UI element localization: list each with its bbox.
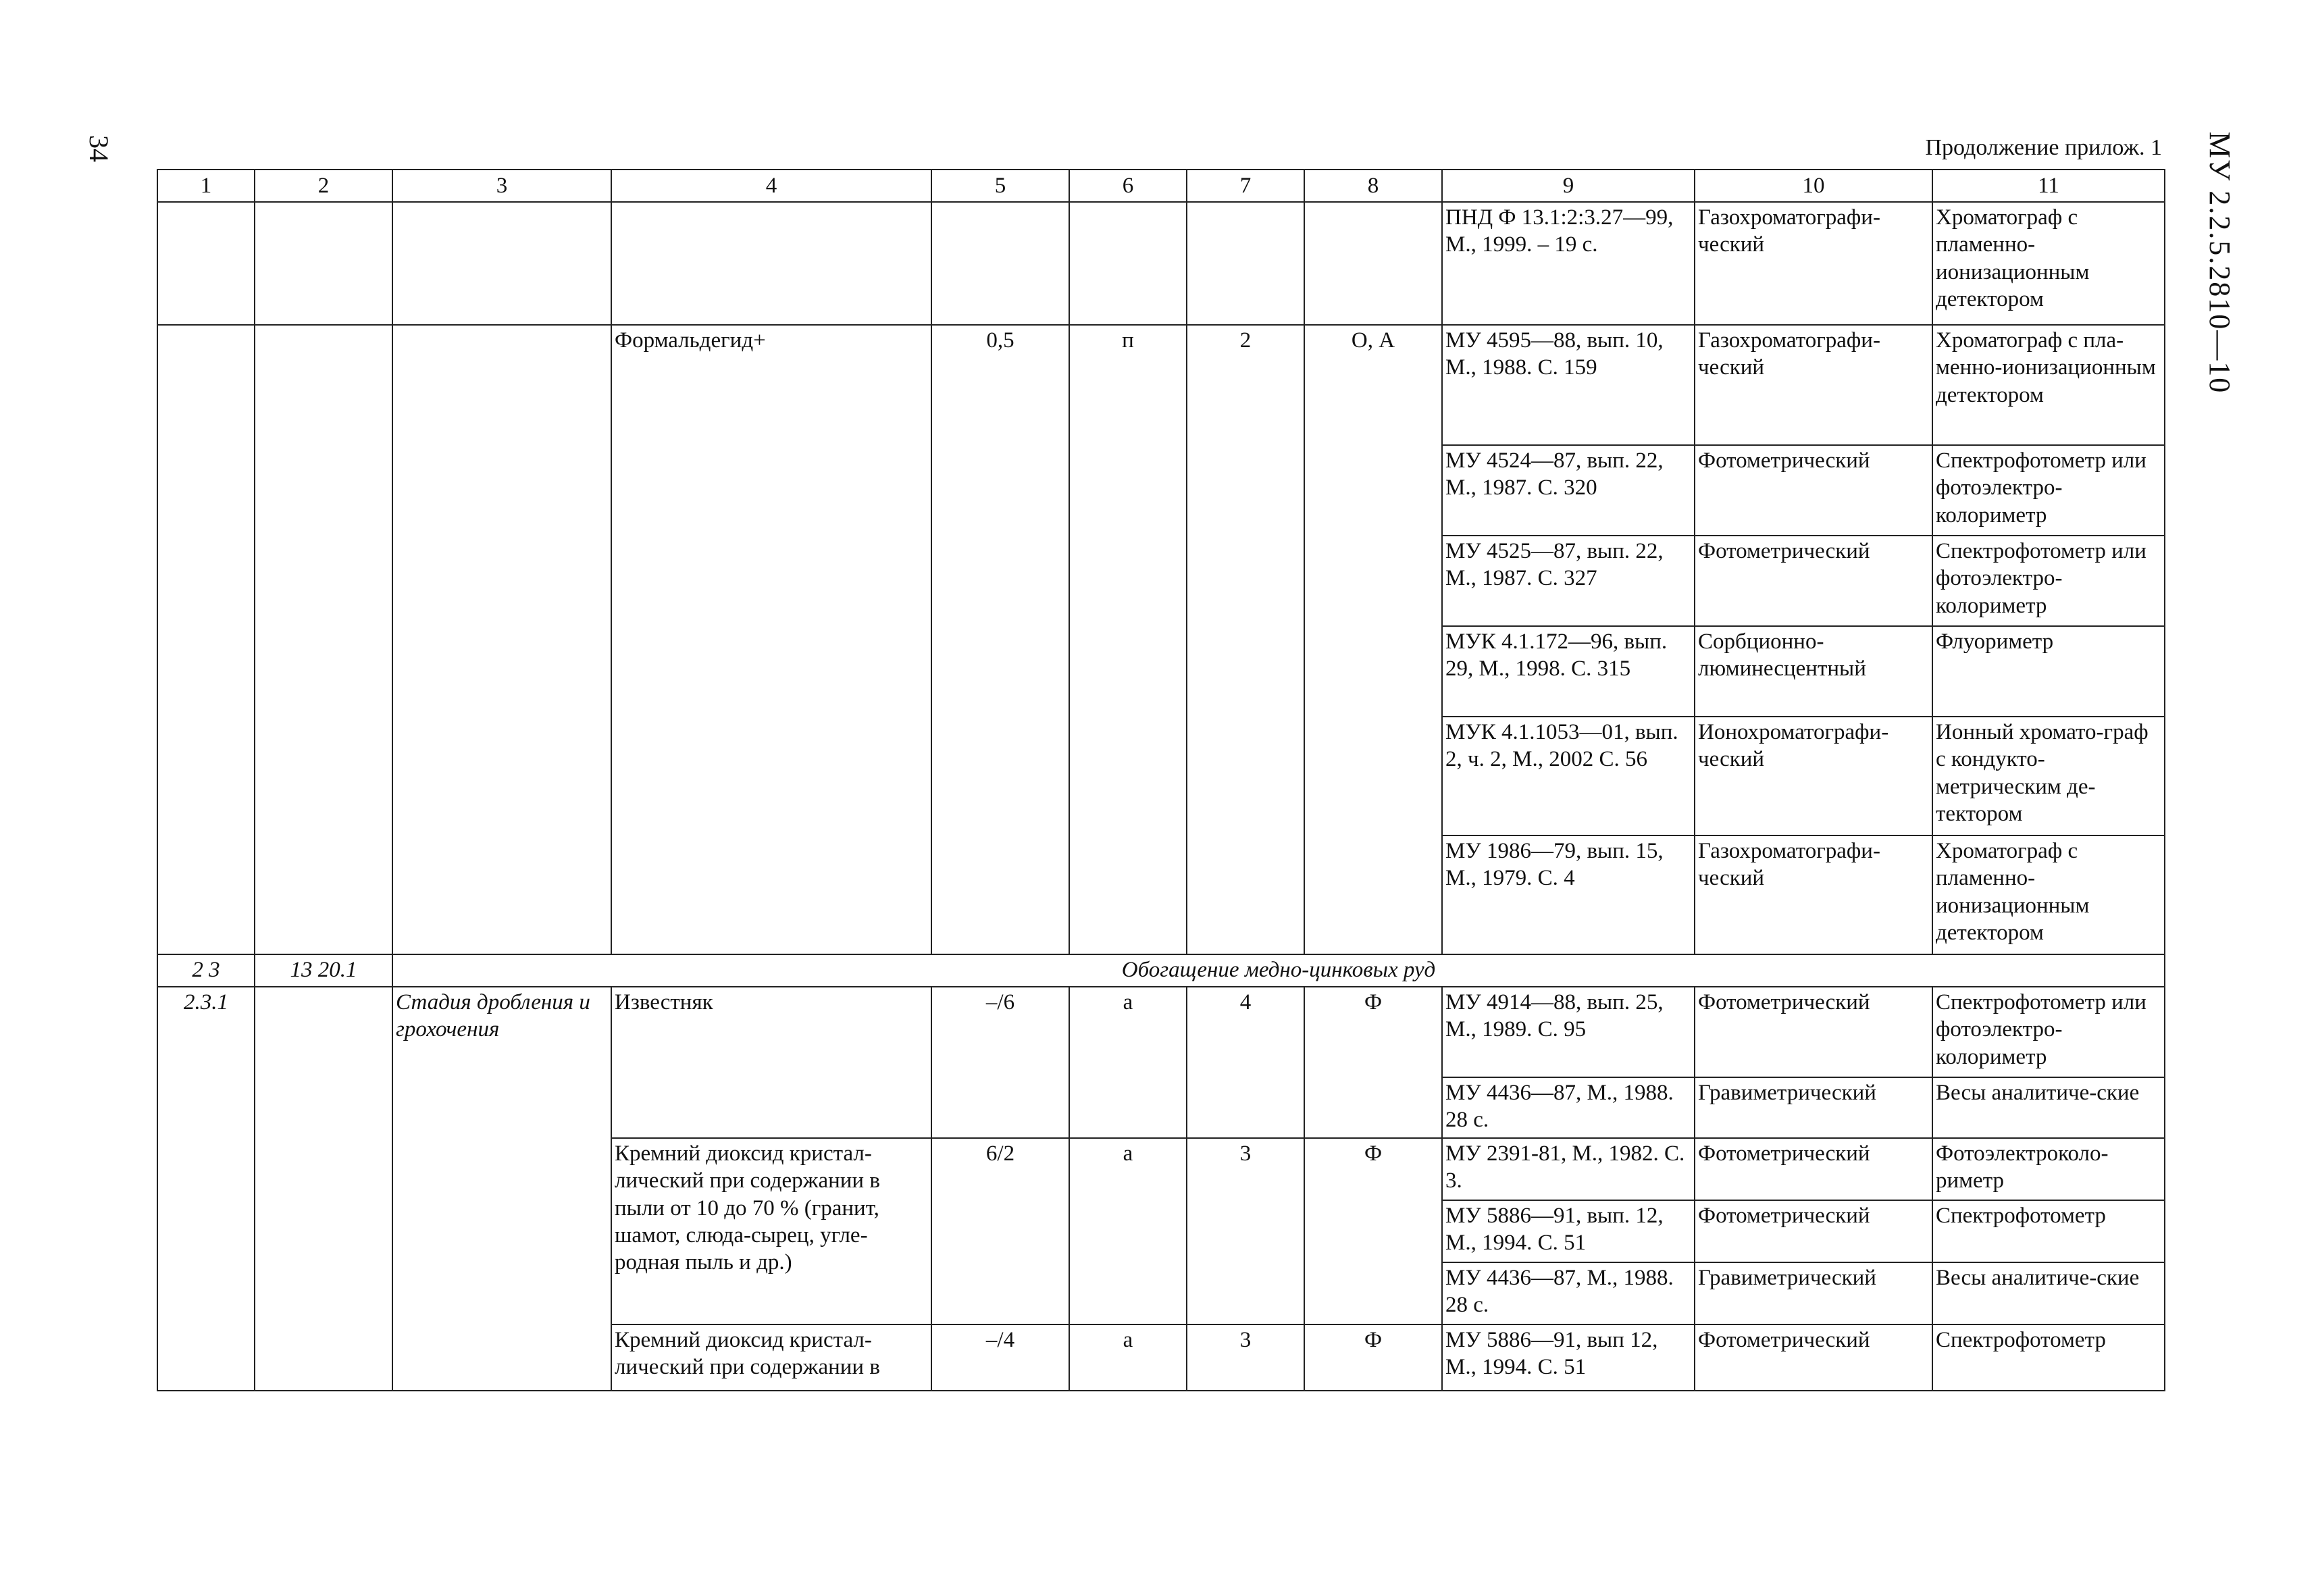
column-header: 4: [611, 170, 931, 202]
column-header: 6: [1069, 170, 1187, 202]
pdk-cell: 0,5: [931, 325, 1069, 954]
method-doc-cell: МУК 4.1.172—96, вып. 29, М., 1998. С. 315: [1442, 626, 1695, 717]
column-header: 3: [392, 170, 611, 202]
substance-cell: Известняк: [611, 987, 931, 1138]
method-cell: Фотометрический: [1695, 1200, 1932, 1262]
column-header: 11: [1932, 170, 2165, 202]
method-doc-cell: МУ 4524—87, вып. 22, М., 1987. С. 320: [1442, 445, 1695, 536]
column-header: 5: [931, 170, 1069, 202]
substance-cell: Кремний диоксид кристал-лический при содержании в пыли от 10 до 70 % (гранит, шамот, слюда-сырец, угле-родная пыль и др.): [611, 1138, 931, 1324]
method-doc-cell: МУ 4436—87, М., 1988. 28 с.: [1442, 1262, 1695, 1324]
feature-cell: Ф: [1304, 1138, 1442, 1324]
state-cell: п: [1069, 325, 1187, 954]
column-header: 10: [1695, 170, 1932, 202]
device-cell: Фотоэлектроколо-риметр: [1932, 1138, 2165, 1200]
substance-cell: Кремний диоксид кристал-лический при содержании в: [611, 1324, 931, 1391]
hazard-class-cell: 4: [1187, 987, 1304, 1138]
method-doc-cell: МУК 4.1.1053—01, вып. 2, ч. 2, М., 2002 С. 56: [1442, 717, 1695, 835]
state-cell: а: [1069, 1138, 1187, 1324]
method-doc-cell: МУ 2391-81, М., 1982. С. 3.: [1442, 1138, 1695, 1200]
state-cell: а: [1069, 987, 1187, 1138]
device-cell: Спектрофотометр или фотоэлектро-колориметр: [1932, 445, 2165, 536]
device-cell: Хроматограф с пламенно-ионизационным детектором: [1932, 202, 2165, 325]
method-cell: Фотометрический: [1695, 445, 1932, 536]
subsection-number: 2.3.1: [157, 987, 255, 1391]
device-cell: Спектрофотометр или фотоэлектро-колориметр: [1932, 536, 2165, 626]
method-cell: Фотометрический: [1695, 987, 1932, 1077]
pdk-cell: 6/2: [931, 1138, 1069, 1324]
feature-cell: Ф: [1304, 1324, 1442, 1391]
table-row: [157, 325, 2165, 445]
device-cell: Спектрофотометр или фотоэлектро-колориметр: [1932, 987, 2165, 1077]
method-cell: Газохроматографи-ческий: [1695, 202, 1932, 325]
method-cell: Гравиметрический: [1695, 1077, 1932, 1138]
hazard-class-cell: 3: [1187, 1138, 1304, 1324]
specification-table: [157, 169, 2165, 1391]
pdk-cell: –/6: [931, 987, 1069, 1138]
continuation-note: Продолжение прилож. 1: [1925, 135, 2162, 160]
document-code: МУ 2.2.5.2810—10: [2203, 132, 2236, 394]
device-cell: Хроматограф с пламенно-ионизационным детектором: [1932, 835, 2165, 954]
section-number: 2 3: [157, 954, 255, 987]
table-row: [157, 202, 2165, 325]
method-cell: Гравиметрический: [1695, 1262, 1932, 1324]
column-header: 7: [1187, 170, 1304, 202]
method-cell: Газохроматографи-ческий: [1695, 835, 1932, 954]
method-cell: Ионохроматографи-ческий: [1695, 717, 1932, 835]
device-cell: Флуориметр: [1932, 626, 2165, 717]
method-doc-cell: МУ 5886—91, вып. 12, М., 1994. С. 51: [1442, 1200, 1695, 1262]
feature-cell: Ф: [1304, 987, 1442, 1138]
method-doc-cell: МУ 4436—87, М., 1988. 28 с.: [1442, 1077, 1695, 1138]
substance-cell: Формальдегид+: [611, 325, 931, 954]
column-header: 9: [1442, 170, 1695, 202]
column-header: 2: [255, 170, 392, 202]
column-header: 8: [1304, 170, 1442, 202]
pdk-cell: –/4: [931, 1324, 1069, 1391]
method-doc-cell: МУ 1986—79, вып. 15, М., 1979. С. 4: [1442, 835, 1695, 954]
state-cell: а: [1069, 1324, 1187, 1391]
section-code: 13 20.1: [255, 954, 392, 987]
hazard-class-cell: 3: [1187, 1324, 1304, 1391]
hazard-class-cell: 2: [1187, 325, 1304, 954]
device-cell: Весы аналитиче-ские: [1932, 1262, 2165, 1324]
device-cell: Весы аналитиче-ские: [1932, 1077, 2165, 1138]
column-header: 1: [157, 170, 255, 202]
table-row: [157, 987, 2165, 1077]
method-doc-cell: МУ 5886—91, вып 12, М., 1994. С. 51: [1442, 1324, 1695, 1391]
method-cell: Сорбционно-люминесцентный: [1695, 626, 1932, 717]
page-number: 34: [84, 135, 114, 162]
method-doc-cell: МУ 4914—88, вып. 25, М., 1989. С. 95: [1442, 987, 1695, 1077]
method-doc-cell: МУ 4595—88, вып. 10, М., 1988. С. 159: [1442, 325, 1695, 445]
device-cell: Спектрофотометр: [1932, 1200, 2165, 1262]
device-cell: Ионный хромато-граф с кондукто-метрическим де-тектором: [1932, 717, 2165, 835]
method-doc-cell: МУ 4525—87, вып. 22, М., 1987. С. 327: [1442, 536, 1695, 626]
method-cell: Фотометрический: [1695, 536, 1932, 626]
method-doc-cell: ПНД Ф 13.1:2:3.27—99, М., 1999. – 19 с.: [1442, 202, 1695, 325]
device-cell: Спектрофотометр: [1932, 1324, 2165, 1391]
device-cell: Хроматограф с пла-менно-ионизационным детектором: [1932, 325, 2165, 445]
section-title: Обогащение медно-цинковых руд: [392, 954, 2165, 987]
stage-cell: Стадия дробления и грохочения: [392, 987, 611, 1391]
table-header-row: [157, 170, 2165, 202]
feature-cell: О, А: [1304, 325, 1442, 954]
method-cell: Фотометрический: [1695, 1138, 1932, 1200]
section-row: [157, 954, 2165, 987]
method-cell: Газохроматографи-ческий: [1695, 325, 1932, 445]
method-cell: Фотометрический: [1695, 1324, 1932, 1391]
